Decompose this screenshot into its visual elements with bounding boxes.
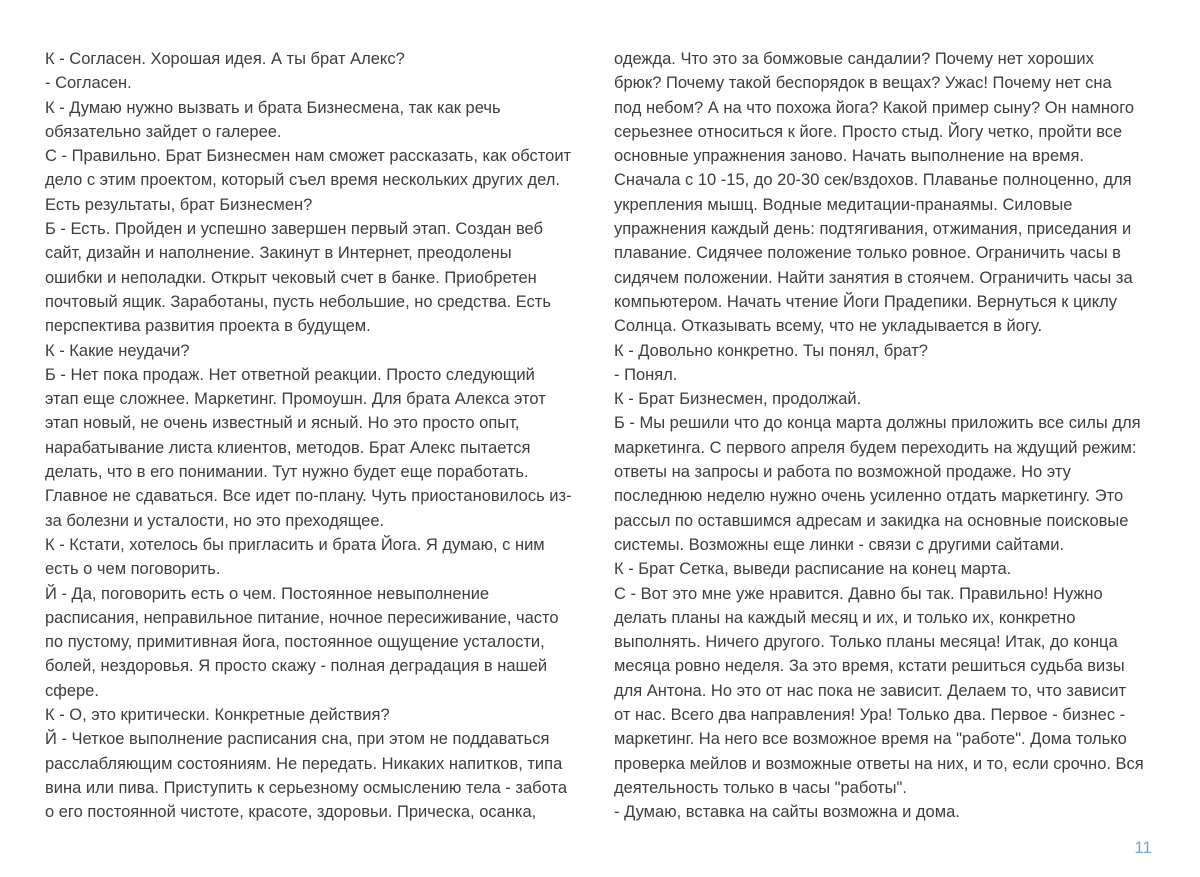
- text-line: - Думаю, вставка на сайты возможна и дома.: [614, 803, 960, 822]
- text-column-right: [614, 47, 1159, 825]
- text-line: за болезни и усталости, но это преходящее.: [45, 511, 385, 530]
- text-line: Б - Нет пока продаж. Нет ответной реакции. Просто следующий: [45, 365, 535, 384]
- text-line: Й - Да, поговорить есть о чем. Постоянное невыполнение: [45, 584, 490, 603]
- text-line: Й - Четкое выполнение расписания сна, при этом не поддаваться: [45, 730, 550, 749]
- text-line: С - Вот это мне уже нравится. Давно бы так. Правильно! Нужно: [614, 584, 1103, 603]
- text-line: системы. Возможны еще линки - связи с другими сайтами.: [614, 535, 1065, 554]
- text-line: сайт, дизайн и наполнение. Закинут в Интернет, преодолены: [45, 244, 512, 263]
- text-line: Главное не сдаваться. Все идет по-плану. Чуть приостановилось из-: [45, 487, 572, 506]
- text-line: есть о чем поговорить.: [45, 560, 221, 579]
- text-line: нарабатывание листа клиентов, методов. Брат Алекс пытается: [45, 438, 531, 457]
- text-line: - Согласен.: [45, 74, 132, 93]
- text-line: расписания, неправильное питание, ночное пересиживание, часто: [45, 608, 559, 627]
- text-line: Сначала с 10 -15, до 20-30 сек/вздохов. Плаванье полноценно, для: [614, 171, 1132, 190]
- text-line: К - О, это критически. Конкретные действия?: [45, 706, 390, 725]
- text-line: Есть результаты, брат Бизнесмен?: [45, 195, 313, 214]
- text-line: этап еще сложнее. Маркетинг. Промоушн. Для брата Алекса этот: [45, 390, 546, 409]
- text-line: деятельность только в часы "работы".: [614, 778, 907, 797]
- text-line: обязательно зайдет о галерее.: [45, 122, 282, 141]
- text-line: плавание. Сидячее положение только ровное. Ограничить часы в: [614, 244, 1121, 263]
- text-line: ошибки и неполадки. Открыт чековый счет в банке. Приобретен: [45, 268, 537, 287]
- text-line: К - Довольно конкретно. Ты понял, брат?: [614, 341, 928, 360]
- text-line: делать планы на каждый месяц и их, и только их, конкретно: [614, 608, 1076, 627]
- text-line: перспектива развития проекта в будущем.: [45, 317, 371, 336]
- text-line: брюк? Почему такой беспорядок в вещах? Ужас! Почему нет сна: [614, 74, 1112, 93]
- text-line: о его постоянной чистоте, красоте, здоровьи. Прическа, осанка,: [45, 803, 537, 822]
- text-line: - Понял.: [614, 365, 678, 384]
- text-line: укрепления мышц. Водные медитации-пранаямы. Силовые: [614, 195, 1073, 214]
- text-line: К - Брат Бизнесмен, продолжай.: [614, 390, 862, 409]
- text-column-left: [45, 47, 595, 825]
- text-line: Солнца. Отказывать всему, что не укладывается в йогу.: [614, 317, 1043, 336]
- text-line: делать, что в его понимании. Тут нужно будет еще поработать.: [45, 463, 529, 482]
- text-line: болей, нездоровья. Я просто скажу - полная деградация в нашей: [45, 657, 548, 676]
- text-line: сфере.: [45, 681, 99, 700]
- text-line: основные упражнения заново. Начать выполнение на время.: [614, 147, 1084, 166]
- text-line: К - Согласен. Хорошая идея. А ты брат Алекс?: [45, 50, 405, 68]
- text-line: дело с этим проектом, который съел время нескольких других дел.: [45, 171, 560, 190]
- text-line: сидячем положении. Найти занятия в стоячем. Ограничить часы за: [614, 268, 1133, 287]
- text-line: выполнять. Ничего другого. Только планы месяца! Итак, до конца: [614, 633, 1118, 652]
- text-line: под небом? А на что похожа йога? Какой пример сыну? Он намного: [614, 98, 1135, 117]
- text-line: от нас. Всего два направления! Ура! Только два. Первое - бизнес -: [614, 706, 1126, 725]
- text-line: ответы на запросы и работа по возможной продаже. Но эту: [614, 463, 1071, 482]
- text-line: проверка мейлов и возможные ответы на них, и то, если срочно. Вся: [614, 754, 1144, 773]
- text-line: месяца ровно неделя. За это время, кстати решиться судьба визы: [614, 657, 1125, 676]
- text-line: последнюю неделю нужно очень усиленно отдать маркетингу. Это: [614, 487, 1124, 506]
- text-line: вина или пива. Приступить к серьезному осмыслению тела - забота: [45, 778, 567, 797]
- text-line: почтовый ящик. Заработаны, пусть небольшие, но средства. Есть: [45, 292, 551, 311]
- text-line: маркетинга. С первого апреля будем переходить на ждущий режим:: [614, 438, 1137, 457]
- text-line: Б - Есть. Пройден и успешно завершен первый этап. Создан веб: [45, 220, 543, 239]
- text-line: К - Какие неудачи?: [45, 341, 190, 360]
- text-line: К - Думаю нужно вызвать и брата Бизнесмена, так как речь: [45, 98, 501, 117]
- text-line: компьютером. Начать чтение Йоги Прадепики. Вернуться к циклу: [614, 292, 1118, 311]
- text-line: этап новый, не очень известный и ясный. Но это просто опыт,: [45, 414, 520, 433]
- text-line: по пустому, примитивная йога, постоянное ощущение усталости,: [45, 633, 545, 652]
- page-number: 11: [1134, 838, 1152, 857]
- text-line: С - Правильно. Брат Бизнесмен нам сможет рассказать, как обстоит: [45, 147, 572, 166]
- text-line: для Антона. Но это от нас пока не зависит. Делаем то, что зависит: [614, 681, 1127, 700]
- text-line: серьезнее относиться к йоге. Просто стыд. Йогу четко, пройти все: [614, 122, 1123, 141]
- text-line: расслабляющим состояниям. Не передать. Никаких напитков, типа: [45, 754, 563, 773]
- text-line: К - Брат Сетка, выведи расписание на конец марта.: [614, 560, 1012, 579]
- text-line: Б - Мы решили что до конца марта должны приложить все силы для: [614, 414, 1141, 433]
- text-line: маркетинг. На него все возможное время на "работе". Дома только: [614, 730, 1127, 749]
- text-line: К - Кстати, хотелось бы пригласить и брата Йога. Я думаю, с ним: [45, 535, 545, 554]
- text-line: упражнения каждый день: подтягивания, отжимания, приседания и: [614, 220, 1132, 239]
- text-line: рассыл по оставшимся адресам и закидка на основные поисковые: [614, 511, 1129, 530]
- text-line: одежда. Что это за бомжовые сандалии? Почему нет хороших: [614, 50, 1094, 68]
